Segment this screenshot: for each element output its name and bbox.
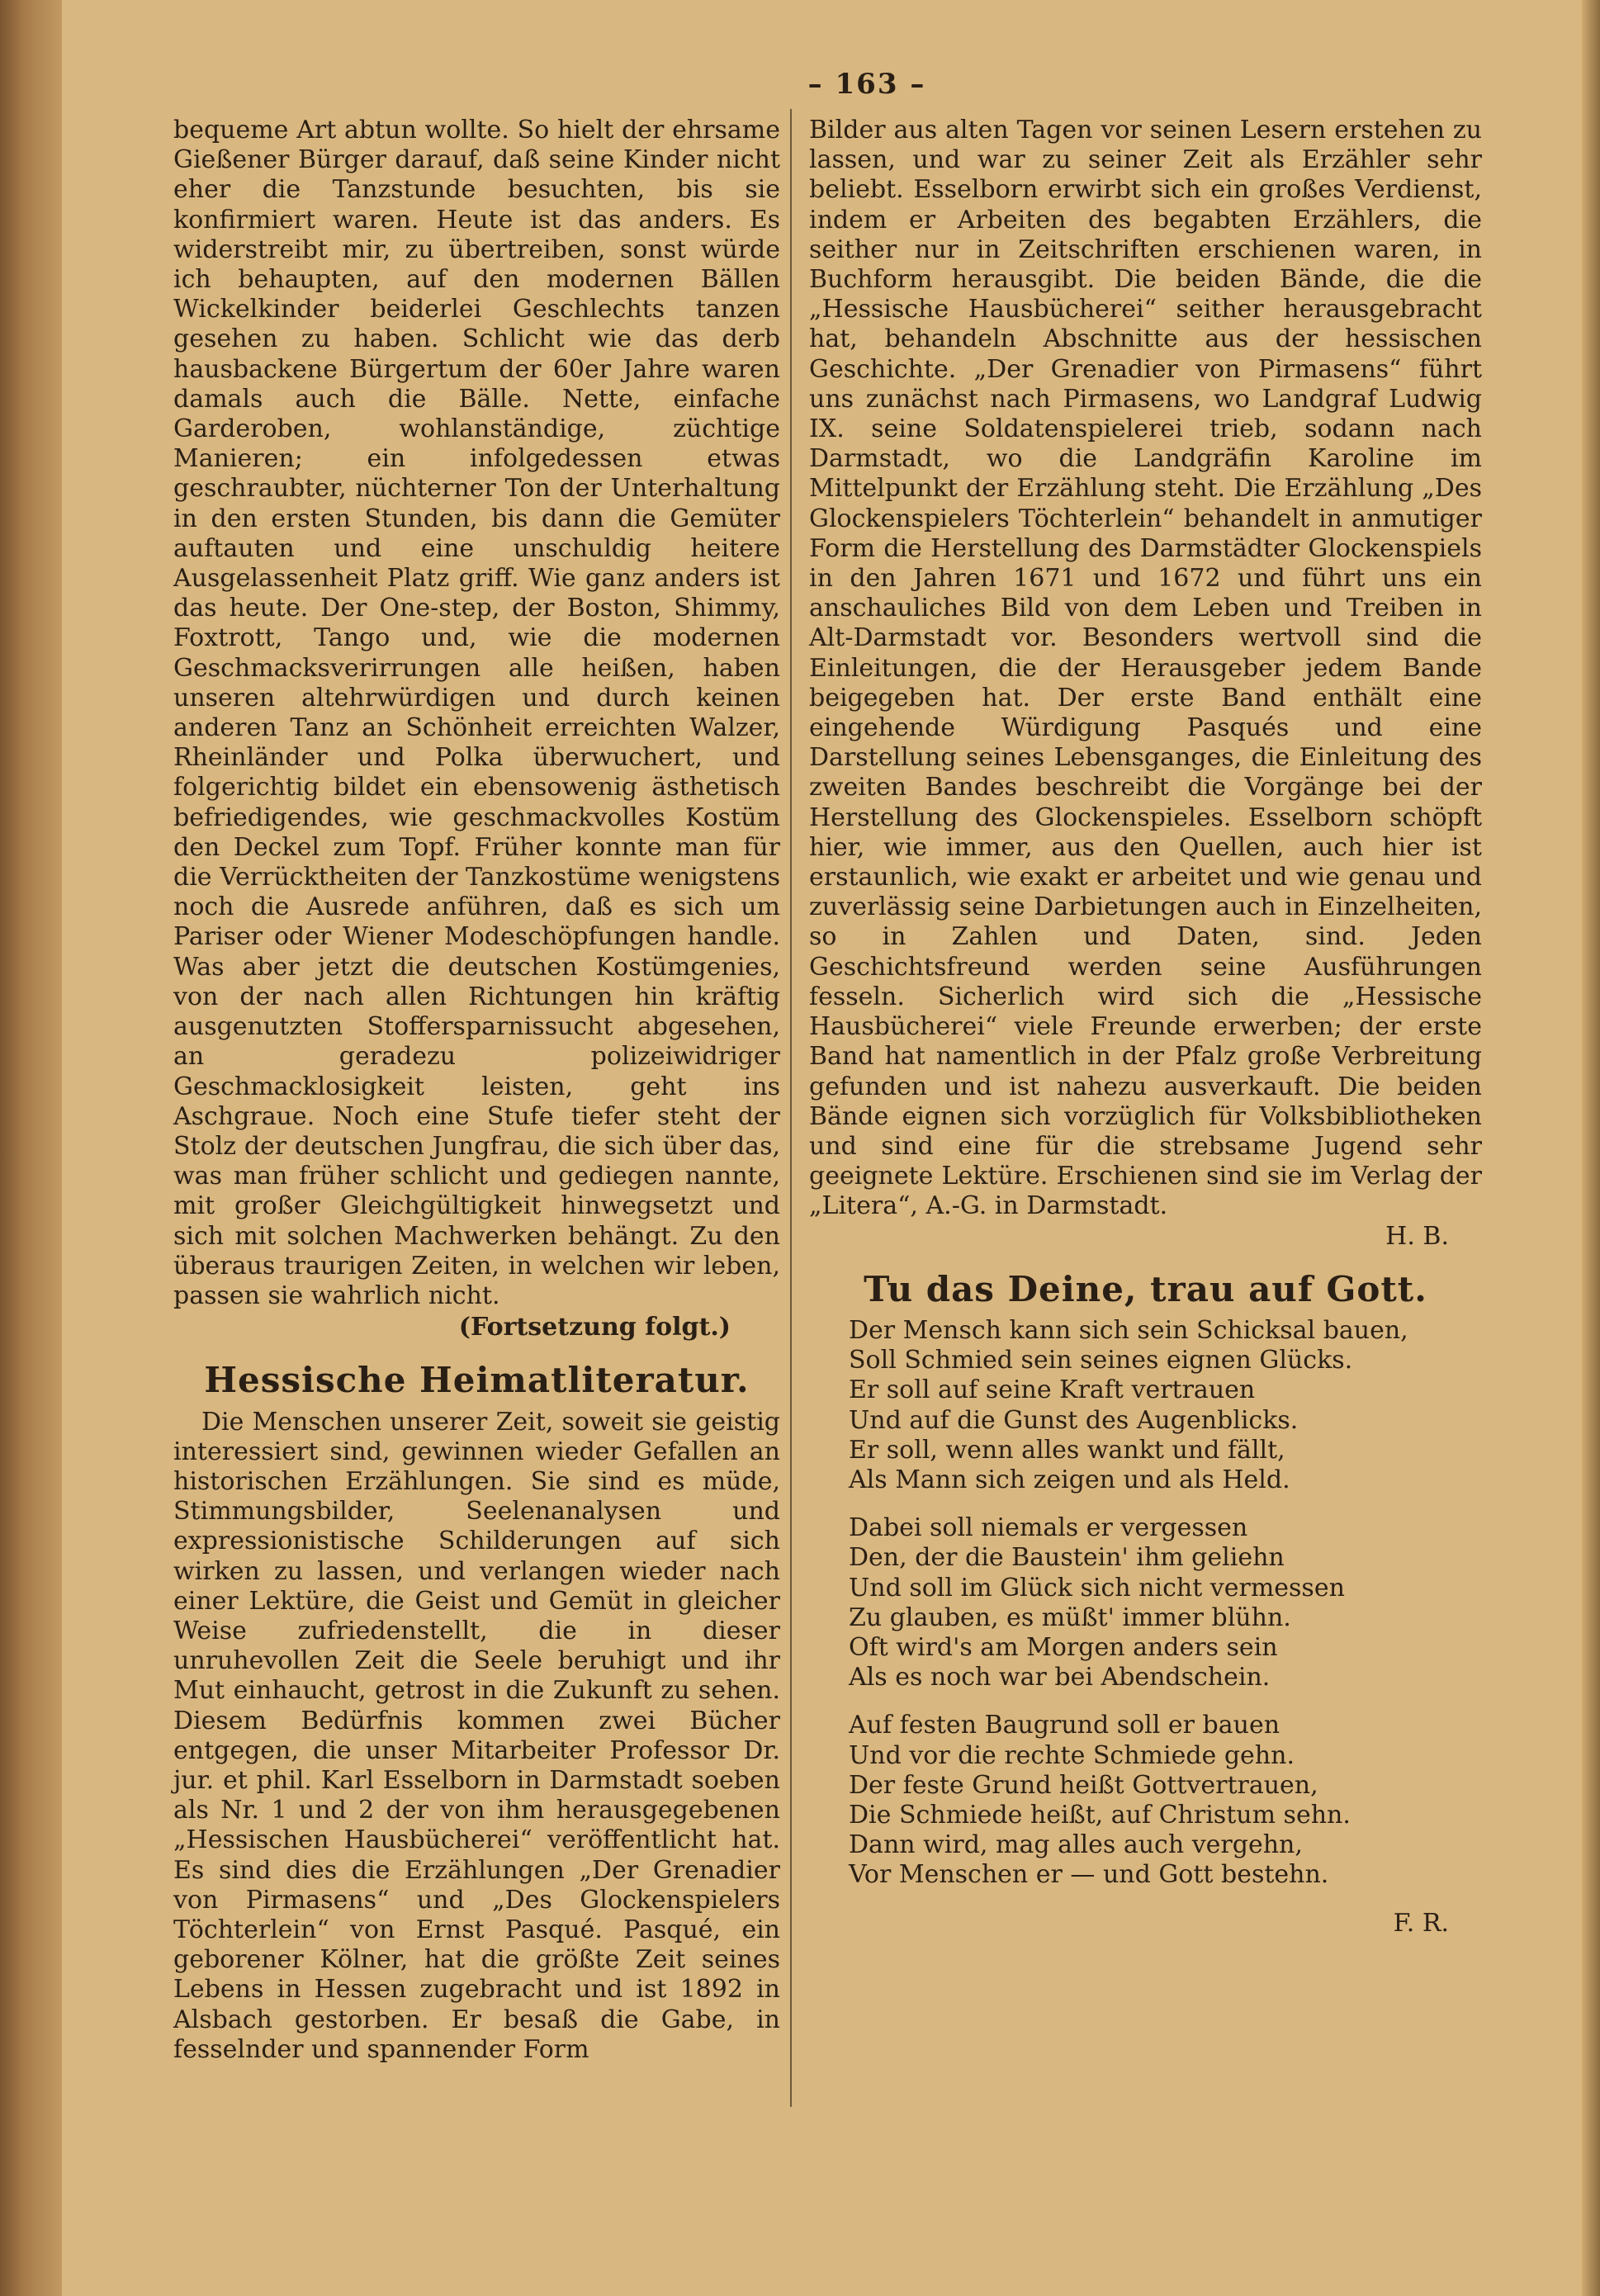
poem-line: Soll Schmied sein seines eignen Glücks. <box>849 1346 1353 1375</box>
poem-line: Den, der die Baustein' ihm geliehn <box>849 1543 1285 1573</box>
poem-line: Zu glauben, es müßt' immer blühn. <box>849 1602 1291 1632</box>
poem-signature: F. R. <box>1393 1908 1449 1938</box>
review-paragraph: Die Menschen unserer Zeit, soweit sie geistig interessiert sind, gewinnen wieder Gefallen an historischen Erzählungen. Sie sind es müde, Stimmungsbilder, Seelenanalysen und expressionistische Schilderungen auf sich wirken zu lassen, und verlangen wieder nach einer Lektüre, die Geist und Gemüt in gleicher Weise zufriedenstellt, die in dieser unruhevollen Zeit die Seele beruhigt und ihr Mut einhaucht, getrost in die Zukunft zu sehen. Diesem Bedürfnis kommen zwei Bücher entgegen, die unser Mitarbeiter Professor Dr. jur. et phil. Karl Esselborn in Darmstadt soeben als Nr. 1 und 2 der von ihm herausgegebenen „Hessischen Hausbücherei“ veröffentlicht hat. Es sind dies die Erzählungen „Der Grenadier von Pirmasens“ und „Des Glockenspielers Töchterlein“ von Ernst Pasqué. Pasqué, ein geborener Kölner, hat die größte Zeit seines Lebens in Hessen zugebracht und ist 1892 in Alsbach gestorben. Er besaß die Gabe, in fesselnder und spannender Form <box>173 1407 780 2064</box>
poem-line: Und auf die Gunst des Augenblicks. <box>849 1405 1299 1435</box>
poem-line: Der Mensch kann sich sein Schicksal bauen, <box>849 1315 1408 1345</box>
page-number: – 163 – <box>807 68 926 101</box>
continued-note: (Fortsetzung folgt.) <box>458 1313 731 1342</box>
review-signature: H. B. <box>1385 1221 1449 1251</box>
book-spine-shadow <box>0 0 62 2296</box>
poem-line: Als Mann sich zeigen und als Held. <box>849 1465 1290 1494</box>
poem-line: Dann wird, mag alles auch vergehn, <box>849 1830 1303 1860</box>
poem-line: Vor Menschen er — und Gott bestehn. <box>849 1860 1329 1890</box>
review-continuation-text: Bilder aus alten Tagen vor seinen Lesern erstehen zu lassen, und war zu seiner Zeit als Erzähler sehr beliebt. Esselborn erwirbt sich ein großes Verdienst, indem er Arbeiten des begabten Erzählers, die seither nur in Zeitschriften erschienen waren, in Buchform herausgibt. Die beiden Bände, die die „Hessische Hausbücherei“ seither herausgebracht hat, behandeln Abschnitte aus der hessischen Geschichte. „Der Grenadier von Pirmasens“ führt uns zunächst nach Pirmasens, wo Landgraf Ludwig IX. seine Soldatenspielerei trieb, sodann nach Darmstadt, wo die Landgräfin Karoline im Mittelpunkt der Erzählung steht. Die Erzählung „Des Glockenspielers Töchterlein“ behandelt in anmutiger Form die Herstellung des Darmstädter Glockenspiels in den Jahren 1671 und 1672 und führt uns ein anschauliches Bild von dem Leben und Treiben in Alt-Darmstadt vor. Besonders wertvoll sind die Einleitungen, die der Herausgeber jedem Bande beigegeben hat. Der erste Band enthält eine eingehende Würdigung Pasqués und eine Darstellung seines Lebensganges, die Einleitung des zweiten Bandes beschreibt die Vorgänge bei der Herstellung des Glockenspieles. Esselborn schöpft hier, wie immer, aus den Quellen, auch hier ist erstaunlich, wie exakt er arbeitet und wie genau und zuverlässig seine Darbietungen auch in Einzelheiten, so in Zahlen und Daten, sind. Jeden Geschichtsfreund werden seine Ausführungen fesseln. Sicherlich wird sich die „Hessische Hausbücherei“ viele Freunde erwerben; der erste Band hat namentlich in der Pfalz große Verbreitung gefunden und ist nahezu ausverkauft. Die beiden Bände eignen sich vorzüglich für Volksbibliotheken und sind eine für die strebsame Jugend sehr geeignete Lektüre. Erschienen sind sie im Verlag der „Litera“, A.-G. in Darmstadt. <box>809 116 1482 1221</box>
poem-line: Auf festen Baugrund soll er bauen <box>849 1711 1280 1740</box>
poem-stanza <box>849 1711 1482 1890</box>
book-page <box>62 0 1582 2296</box>
poem-title: Tu das Deine, trau auf Gott. <box>864 1268 1427 1309</box>
section-heading: Hessische Heimatliteratur. <box>204 1360 750 1401</box>
page-edge <box>1582 0 1600 2296</box>
poem-line: Und soll im Glück sich nicht vermessen <box>849 1573 1345 1602</box>
column-divider <box>790 109 792 2107</box>
poem-line: Die Schmiede heißt, auf Christum sehn. <box>849 1800 1351 1830</box>
poem-line: Oft wird's am Morgen anders sein <box>849 1632 1278 1662</box>
poem-line: Dabei soll niemals er vergessen <box>849 1513 1248 1543</box>
poem-line: Der feste Grund heißt Gottvertrauen, <box>849 1770 1318 1800</box>
article-continuation-text: bequeme Art abtun wollte. So hielt der ehrsame Gießener Bürger darauf, daß seine Kinder nicht eher die Tanzstunde besuchten, bis sie konfirmiert waren. Heute ist das anders. Es widerstreibt mir, zu übertreiben, sonst würde ich behaupten, auf den modernen Bällen Wickelkinder beiderlei Geschlechts tanzen gesehen zu haben. Schlicht wie das derb hausbackene Bürgertum der 60er Jahre waren damals auch die Bälle. Nette, einfache Garderoben, wohlanständige, züchtige Manieren; ein infolgedessen etwas geschraubter, nüchterner Ton der Unterhaltung in den ersten Stunden, bis dann die Gemüter auftauten und eine unschuldig heitere Ausgelassenheit Platz griff. Wie ganz anders ist das heute. Der One-step, der Boston, Shimmy, Foxtrott, Tango und, wie die modernen Geschmacksverirrungen alle heißen, haben unseren altehrwürdigen und durch keinen anderen Tanz an Schönheit erreichten Walzer, Rheinländer und Polka überwuchert, und folgerichtig bildet ein ebensowenig ästhetisch befriedigendes, wie geschmackvolles Kostüm den Deckel zum Topf. Früher konnte man für die Verrücktheiten der Tanzkostüme wenigstens noch die Ausrede anführen, daß es sich um Pariser oder Wiener Modeschöpfungen handle. Was aber jetzt die deutschen Kostümgenies, von der nach allen Richtungen hin kräftig ausgenutzten Stoffersparnissucht abgesehen, an geradezu polizeiwidriger Geschmacklosigkeit leisten, geht ins Aschgraue. Noch eine Stufe tiefer steht der Stolz der deutschen Jungfrau, die sich über das, was man früher schlicht und gediegen nannte, mit großer Gleichgültigkeit hinwegsetzt und sich mit solchen Machwerken behängt. Zu den überaus traurigen Zeiten, in welchen wir leben, passen sie wahrlich nicht. <box>173 116 780 1310</box>
right-column <box>809 116 1482 1939</box>
poem-line: Als es noch war bei Abendschein. <box>849 1663 1271 1692</box>
poem-line: Er soll auf seine Kraft vertrauen <box>849 1375 1256 1405</box>
poem-stanza <box>849 1513 1482 1692</box>
poem-line: Und vor die rechte Schmiede gehn. <box>849 1740 1295 1770</box>
poem-stanza <box>849 1316 1482 1495</box>
left-column <box>173 116 780 2065</box>
poem <box>809 1316 1482 1891</box>
poem-line: Er soll, wenn alles wankt und fällt, <box>849 1435 1285 1465</box>
